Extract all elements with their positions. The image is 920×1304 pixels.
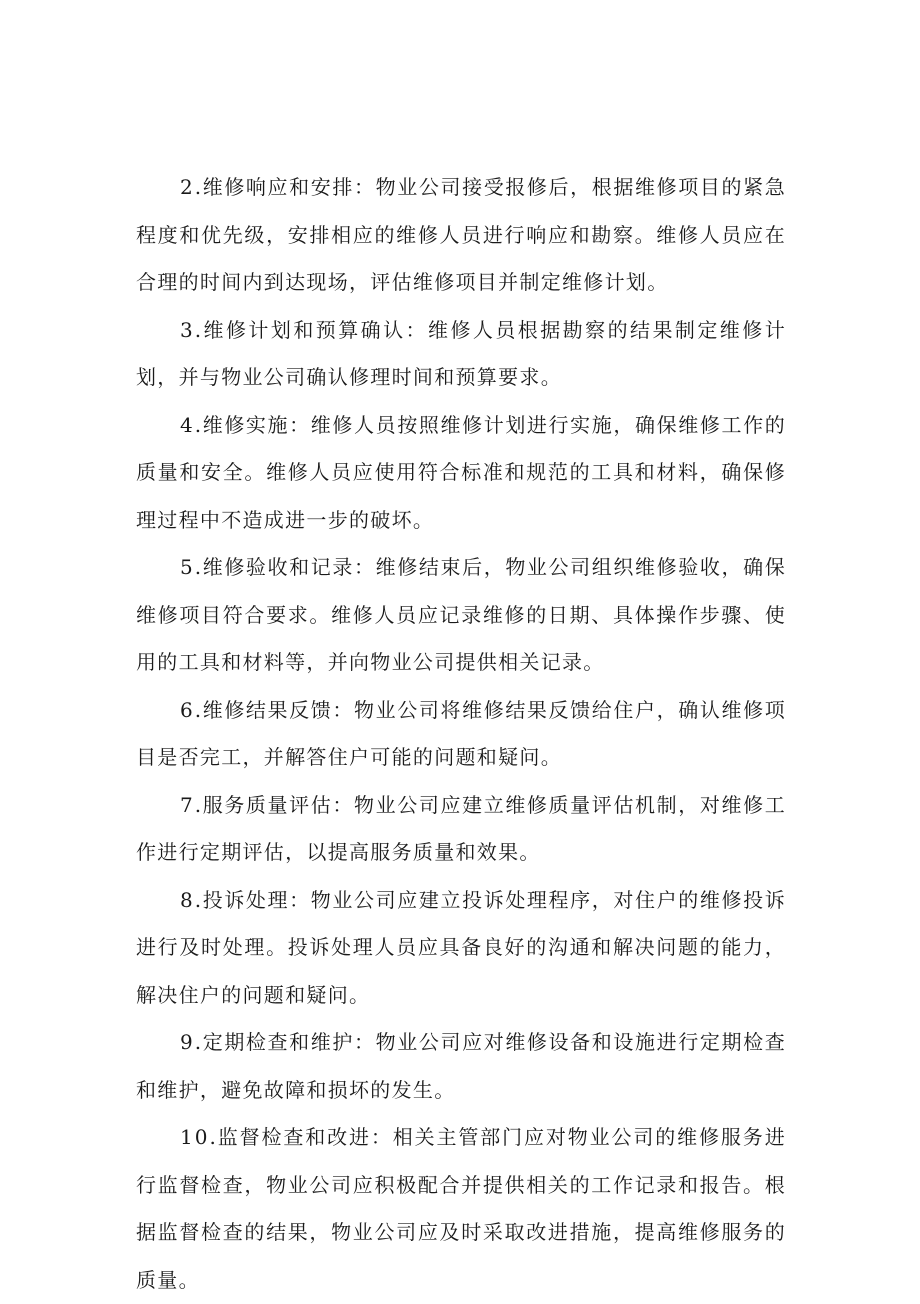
paragraph-number: 4 (180, 412, 195, 437)
paragraph-text: .服务质量评估：物业公司应建立维修质量评估机制，对维修工作进行定期评估，以提高服务质量和效果。 (136, 792, 786, 864)
paragraph-text: .维修响应和安排：物业公司接受报修后，根据维修项目的紧急程度和优先级，安排相应的维修人员进行响应和勘察。维修人员应在合理的时间内到达现场，评估维修项目并制定维修计划。 (136, 175, 786, 294)
paragraph-3 (136, 307, 786, 402)
paragraph-number: 8 (180, 887, 195, 912)
paragraph-text: .投诉处理：物业公司应建立投诉处理程序，对住户的维修投诉进行及时处理。投诉处理人员应具备良好的沟通和解决问题的能力，解决住户的问题和疑问。 (136, 887, 786, 1007)
paragraph-2 (136, 164, 786, 307)
paragraph-7 (136, 782, 786, 877)
paragraph-number: 3 (180, 317, 195, 342)
paragraph-8 (136, 877, 786, 1020)
paragraph-number: 5 (180, 555, 195, 579)
paragraph-text: .定期检查和维护：物业公司应对维修设备和设施进行定期检查和维护，避免故障和损坏的发生。 (136, 1030, 786, 1102)
paragraph-number: 6 (180, 697, 195, 722)
paragraph-10 (136, 1114, 786, 1304)
paragraph-text: .维修实施：维修人员按照维修计划进行实施，确保维修工作的质量和安全。维修人员应使用符合标准和规范的工具和材料，确保修理过程中不造成进一步的破坏。 (136, 412, 786, 532)
document-body (136, 164, 786, 1304)
paragraph-number: 10 (180, 1125, 210, 1149)
paragraph-text: .维修计划和预算确认：维修人员根据勘察的结果制定维修计划，并与物业公司确认修理时间和预算要求。 (136, 317, 786, 389)
paragraph-6 (136, 687, 786, 782)
paragraph-text: .维修验收和记录：维修结束后，物业公司组织维修验收，确保维修项目符合要求。维修人员应记录维修的日期、具体操作步骤、使用的工具和材料等，并向物业公司提供相关记录。 (136, 555, 786, 674)
paragraph-number: 9 (180, 1030, 195, 1054)
paragraph-5 (136, 544, 786, 687)
paragraph-text: .监督检查和改进：相关主管部门应对物业公司的维修服务进行监督检查，物业公司应积极配合并提供相关的工作记录和报告。根据监督检查的结果，物业公司应及时采取改进措施，提高维修服务的质量。 (136, 1125, 786, 1292)
paragraph-number: 7 (180, 792, 195, 817)
paragraph-text: .维修结果反馈：物业公司将维修结果反馈给住户，确认维修项目是否完工，并解答住户可能的问题和疑问。 (136, 697, 786, 769)
paragraph-4 (136, 402, 786, 545)
paragraph-9 (136, 1019, 786, 1114)
paragraph-number: 2 (180, 175, 195, 199)
